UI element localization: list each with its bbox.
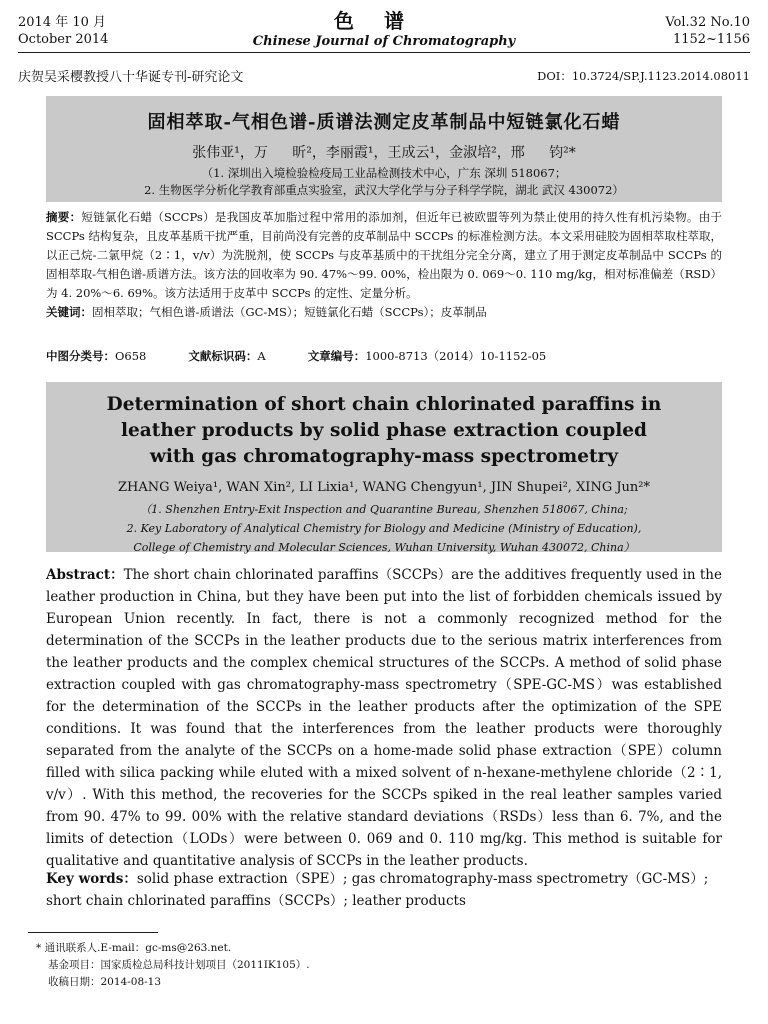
received-date-note: 收稿日期：2014-08-13	[48, 976, 162, 988]
english-affiliation-2: 2. Key Laboratory of Analytical Chemistry for Biology and Medicine (Ministry of Education),	[126, 522, 642, 535]
english-affiliation-3: College of Chemistry and Molecular Sciences, Wuhan University, Wuhan 430072, China）	[133, 541, 635, 554]
chinese-affiliation-2: 2. 生物医学分析化学教育部重点实验室，武汉大学化学与分子科学学院，湖北 武汉 430072）	[144, 183, 624, 197]
english-keywords	[46, 868, 722, 912]
article-number: 文章编号：1000-8713（2014）10-1152-05	[307, 349, 547, 363]
english-authors: ZHANG Weiya¹, WAN Xin², LI Lixia¹, WANG Chengyun¹, JIN Shupei², XING Jun²*	[117, 480, 651, 495]
english-affiliation-1: （1. Shenzhen Entry-Exit Inspection and Quarantine Bureau, Shenzhen 518067, China;	[140, 503, 628, 516]
chinese-keywords-label: 关键词：	[46, 305, 92, 319]
journal-masthead	[0, 10, 768, 50]
issue-date-cn: 2014 年 10 月	[18, 15, 107, 30]
document-code: 文献标识码：A	[188, 349, 266, 363]
chinese-authors: 张伟亚¹，万 昕²，李丽霞¹，王成云¹，金淑培²，邢 钧²*	[192, 145, 576, 161]
english-abstract	[46, 564, 722, 872]
english-keywords-text: solid phase extraction（SPE）; gas chromatography-mass spectrometry（GC-MS）; short chain chlorinated paraffins（SCCPs）; leather products	[46, 871, 709, 909]
classification-line	[46, 348, 584, 364]
english-title-block	[46, 382, 722, 552]
chinese-title-block	[46, 96, 722, 202]
chinese-title: 固相萃取-气相色谱-质谱法测定皮革制品中短链氯化石蜡	[147, 112, 621, 133]
english-keywords-label: Key words：	[46, 871, 137, 887]
english-abstract-text: The short chain chlorinated paraffins（SCCPs）are the additives frequently used in the leather production in China, but they have been put into the list of forbidden chemicals issued by European Union recently. In fact, there is not a commonly recognized method for the determination of the SCCPs in the leather products due to the serious matrix interferences from the leather products and the complex chemical structures of the SCCPs. A method of solid phase extraction coupled with gas chromatography-mass spectrometry（SPE-GC-MS）was established for the determination of the SCCPs in the leather products after the optimization of the SPE conditions. It was found that the interferences from the leather products were thoroughly separated from the analyte of the SCCPs on a home-made solid phase extraction（SPE）column filled with silica packing while eluted with a mixed solvent of n-hexane-methylene chloride（2∶1, v/v）. With this method, the recoveries for the SCCPs spiked in the real leather samples varied from 90. 47% to 99. 00% with the relative standard deviations（RSDs）less than 6. 7%, and the limits of detection（LODs）were between 0. 069 and 0. 110 mg/kg. This method is suitable for qualitative and quantitative analysis of SCCPs in the leather products.	[46, 567, 722, 869]
page-range: 1152~1156	[672, 32, 750, 47]
corresponding-author-note: * 通讯联系人.E-mail：gc-ms@263.net.	[36, 942, 232, 954]
header-right	[665, 14, 750, 48]
chinese-keywords	[46, 303, 722, 322]
issue-date-en: October 2014	[18, 32, 109, 47]
special-issue-label: 庆贺吴采樱教授八十华诞专刊-研究论文	[18, 70, 244, 85]
chinese-abstract-text: 短链氯化石蜡（SCCPs）是我国皮革加脂过程中常用的添加剂，但近年已被欧盟等列为禁止使用的持久性有机污染物。由于 SCCPs 结构复杂，且皮革基质干扰严重，目前尚没有完善的皮革制品中 SCCPs 的标准检测方法。本文采用硅胶为固相萃取柱萃取，以正己烷-二氯甲烷（2∶1，v/v）为洗脱剂，使 SCCPs 与皮革基质中的干扰组分完全分离，建立了用于测定皮革制品中 SCCPs 的固相萃取-气相色谱-质谱方法。该方法的回收率为 90. 47%～99. 00%，检出限为 0. 069～0. 110 mg/kg，相对标准偏差（RSD）为 4. 20%～6. 69%。该方法适用于皮革中 SCCPs 的定性、定量分析。	[46, 210, 722, 300]
journal-title-cn: 色谱	[334, 9, 434, 33]
footnotes	[36, 940, 310, 991]
volume-number: Vol.32 No.10	[665, 15, 750, 30]
chinese-affiliation-1: （1. 深圳出入境检验检疫局工业品检测技术中心，广东 深圳 518067；	[201, 166, 567, 180]
chinese-abstract-label: 摘要：	[46, 210, 82, 224]
english-abstract-label: Abstract：	[46, 567, 124, 583]
journal-title-en: Chinese Journal of Chromatography	[252, 34, 516, 49]
funding-note: 基金项目：国家质检总局科技计划项目（2011IK105）.	[48, 959, 310, 971]
footnote-divider	[28, 932, 158, 933]
chinese-abstract	[46, 208, 722, 322]
chinese-keywords-text: 固相萃取；气相色谱-质谱法（GC-MS）；短链氯化石蜡（SCCPs）；皮革制品	[92, 305, 487, 319]
header-divider	[18, 52, 750, 53]
doi: DOI：10.3724/SP.J.1123.2014.08011	[537, 69, 750, 83]
english-title: Determination of short chain chlorinated paraffins in leather products by solid phase extraction coupled with gas chromatography-mass spectrometry	[106, 394, 662, 467]
class-number: 中图分类号：O658	[46, 349, 147, 363]
